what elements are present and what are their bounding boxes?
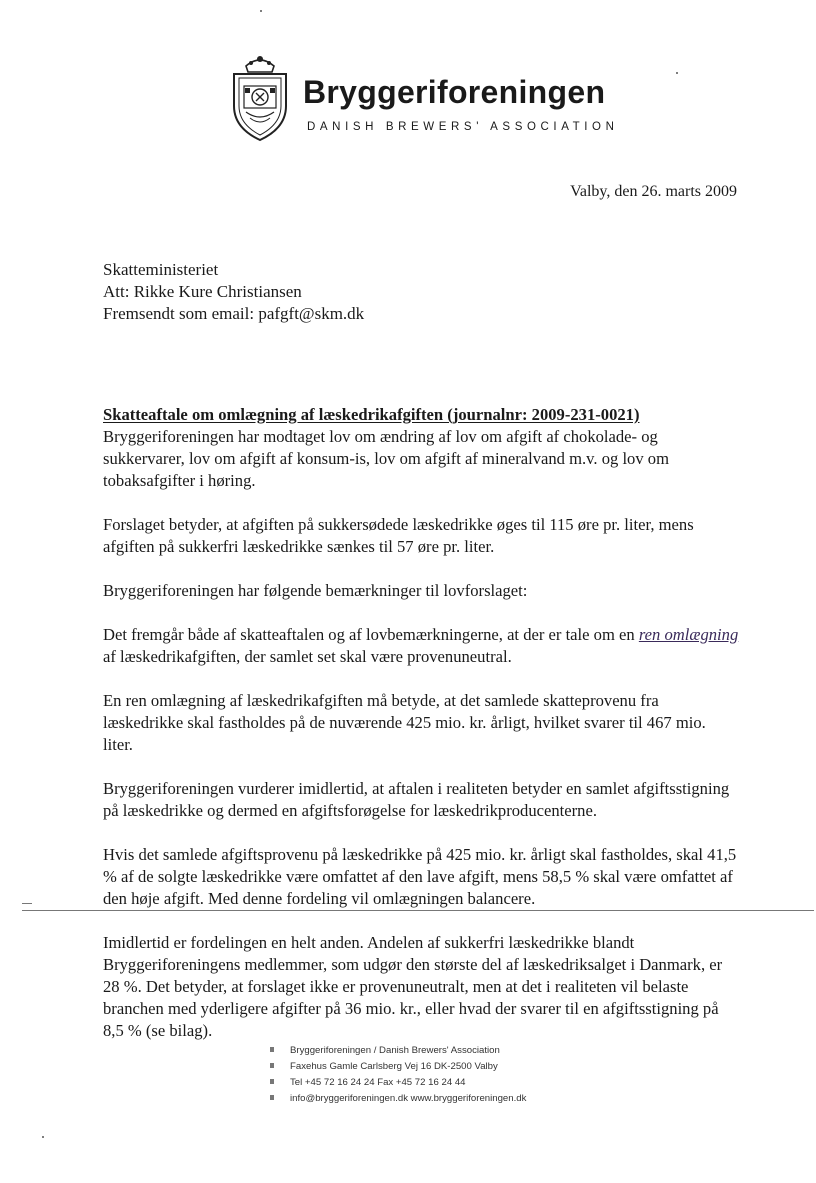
recipient-line: Att: Rikke Kure Christiansen [103, 282, 302, 301]
body-paragraph: Imidlertid er fordelingen en helt anden. Andelen af sukkerfri læskedrikke blandt Bryggeriforeningens medlemmer, som udgør den største del af læskedriksalget i Danmark, er 28 %. Det betyder, at forslaget ikke er provenuneutralt, men at det i realiteten vil belaste branchen med yderligere afgifter på 36 mio. kr., eller hvad der svarer til en afgiftsstigning på 8,5 % (se bilag). [103, 933, 723, 1040]
org-tagline: DANISH BREWERS' ASSOCIATION [307, 121, 619, 133]
footer-block [290, 1043, 526, 1107]
date-line: Valby, den 26. marts 2009 [570, 183, 737, 200]
page-fold-tick [22, 903, 32, 904]
body-paragraph [103, 624, 739, 668]
paragraph-text: Det fremgår både af skatteaftalen og af lovbemærkningerne, at der er tale om en [103, 625, 639, 644]
footer-line: info@bryggeriforeningen.dk www.bryggeriforeningen.dk [290, 1093, 527, 1104]
footer-line: Faxehus Gamle Carlsberg Vej 16 DK-2500 Valby [290, 1061, 498, 1072]
footer-line: Tel +45 72 16 24 24 Fax +45 72 16 24 44 [290, 1077, 466, 1088]
paragraph-text: af læskedrikafgiften, der samlet set skal være provenuneutral. [103, 647, 512, 666]
body-paragraph: Forslaget betyder, at afgiften på sukkersødede læskedrikke øges til 115 øre pr. liter, mens afgiften på sukkerfri læskedrikke sænkes til 57 øre pr. liter. [103, 515, 694, 556]
letter-body [103, 404, 739, 1064]
emphasis-text: ren omlægning [638, 625, 739, 644]
org-name: Bryggeriforeningen [303, 74, 606, 110]
scan-speck [676, 72, 678, 74]
recipient-line: Fremsendt som email: pafgft@skm.dk [103, 304, 365, 323]
body-paragraph: En ren omlægning af læskedrikafgiften må betyde, at det samlede skatteprovenu fra læskedrikke skal fastholdes på de nuværende 425 mio. kr. årligt, hvilket svarer til 467 mio. liter. [103, 691, 706, 754]
recipient-line: Skatteministeriet [103, 260, 219, 279]
body-paragraph: Hvis det samlede afgiftsprovenu på læskedrikke på 425 mio. kr. årligt skal fastholdes, skal 41,5 % af de solgte læskedrikke være omfattet af den lave afgift, mens 58,5 % skal være omfattet af den høje afgift. Med denne fordeling vil omlægningen balancere. [103, 845, 737, 908]
page-fold-line [22, 910, 814, 911]
footer-marks [270, 1047, 274, 1105]
scan-speck [260, 10, 262, 12]
footer-line: Bryggeriforeningen / Danish Brewers' Association [290, 1045, 500, 1056]
body-paragraph: Bryggeriforeningen har modtaget lov om ændring af lov om afgift af chokolade- og sukkervarer, lov om afgift af konsum-is, lov om afgift af mineralvand m.v. og lov om tobaksafgifter i høring. [103, 427, 670, 490]
scan-speck [42, 1136, 44, 1138]
recipient-block [103, 259, 364, 325]
body-paragraph: Bryggeriforeningen har følgende bemærkninger til lovforslaget: [103, 581, 528, 600]
crest-logo-icon [228, 52, 292, 142]
subject-line: Skatteaftale om omlægning af læskedrikafgiften (journalnr: 2009-231-0021) [103, 405, 640, 424]
body-paragraph: Bryggeriforeningen vurderer imidlertid, at aftalen i realiteten betyder en samlet afgiftsstigning på læskedrikke og dermed en afgiftsforøgelse for læskedrikproducenterne. [103, 779, 730, 820]
